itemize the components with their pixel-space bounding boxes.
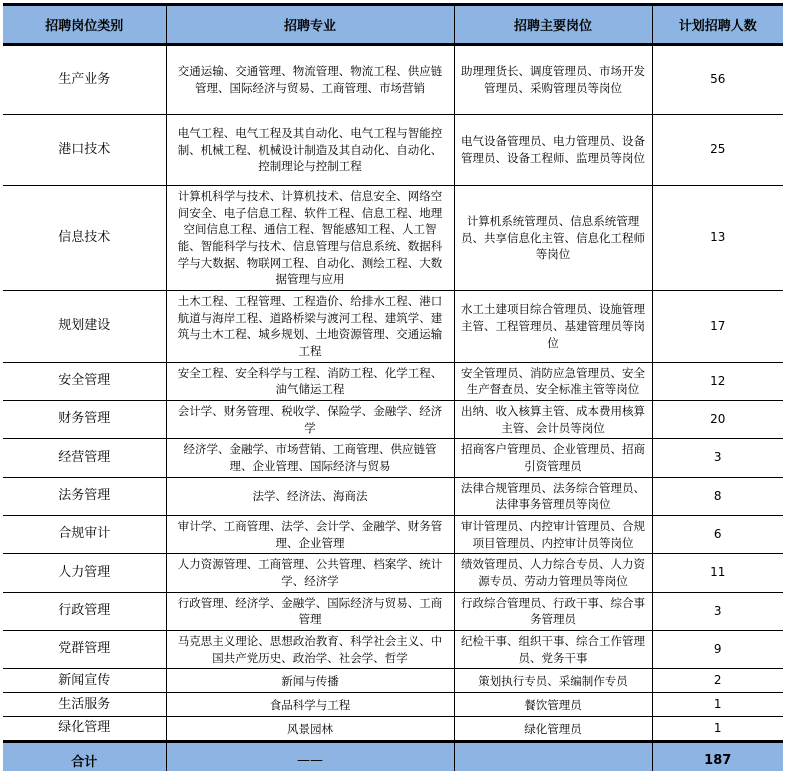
table-row xyxy=(3,669,783,693)
cell-category: 合规审计 xyxy=(3,516,166,554)
cell-count: 12 xyxy=(652,362,783,400)
cell-category: 人力管理 xyxy=(3,554,166,592)
cell-count: 8 xyxy=(652,477,783,515)
cell-majors: 新闻与传播 xyxy=(166,669,454,693)
header-count: 计划招聘人数 xyxy=(652,5,783,45)
cell-positions: 招商客户管理员、企业管理员、招商引资管理员 xyxy=(454,439,652,477)
cell-positions: 纪检干事、组织干事、综合工作管理员、党务干事 xyxy=(454,631,652,669)
cell-majors: 会计学、财务管理、税收学、保险学、金融学、经济学 xyxy=(166,401,454,439)
cell-positions: 绿化管理员 xyxy=(454,717,652,742)
cell-positions: 电气设备管理员、电力管理员、设备管理员、设备工程师、监理员等岗位 xyxy=(454,115,652,186)
table-row xyxy=(3,631,783,669)
cell-count: 9 xyxy=(652,631,783,669)
cell-count: 3 xyxy=(652,439,783,477)
header-positions: 招聘主要岗位 xyxy=(454,5,652,45)
table-row xyxy=(3,477,783,515)
table-row xyxy=(3,592,783,630)
cell-category: 绿化管理 xyxy=(3,717,166,742)
cell-category: 生活服务 xyxy=(3,693,166,717)
cell-count: 56 xyxy=(652,45,783,115)
cell-positions: 计算机系统管理员、信息系统管理员、共享信息化主管、信息化工程师等岗位 xyxy=(454,186,652,291)
cell-positions: 策划执行专员、采编制作专员 xyxy=(454,669,652,693)
table-row xyxy=(3,516,783,554)
cell-positions: 绩效管理员、人力综合专员、人力资源专员、劳动力管理员等岗位 xyxy=(454,554,652,592)
cell-majors: 食品科学与工程 xyxy=(166,693,454,717)
cell-majors: 风景园林 xyxy=(166,717,454,742)
cell-count: 1 xyxy=(652,693,783,717)
total-majors: —— xyxy=(166,742,454,771)
table-row xyxy=(3,554,783,592)
header-category: 招聘岗位类别 xyxy=(3,5,166,45)
cell-category: 法务管理 xyxy=(3,477,166,515)
cell-majors: 安全工程、安全科学与工程、消防工程、化学工程、油气储运工程 xyxy=(166,362,454,400)
cell-category: 党群管理 xyxy=(3,631,166,669)
cell-category: 规划建设 xyxy=(3,291,166,363)
cell-count: 20 xyxy=(652,401,783,439)
cell-majors: 行政管理、经济学、金融学、国际经济与贸易、工商管理 xyxy=(166,592,454,630)
cell-majors: 人力资源管理、工商管理、公共管理、档案学、统计学、经济学 xyxy=(166,554,454,592)
cell-category: 经营管理 xyxy=(3,439,166,477)
cell-count: 3 xyxy=(652,592,783,630)
cell-category: 财务管理 xyxy=(3,401,166,439)
table-row xyxy=(3,362,783,400)
cell-positions: 行政综合管理员、行政干事、综合事务管理员 xyxy=(454,592,652,630)
cell-majors: 电气工程、电气工程及其自动化、电气工程与智能控制、机械工程、机械设计制造及其自动化、自动化、控制理论与控制工程 xyxy=(166,115,454,186)
cell-category: 生产业务 xyxy=(58,71,111,87)
table-row xyxy=(3,115,783,186)
recruitment-table xyxy=(3,3,783,771)
cell-positions: 出纳、收入核算主管、成本费用核算主管、会计员等岗位 xyxy=(454,401,652,439)
cell-count: 17 xyxy=(652,291,783,363)
cell-positions: 安全管理员、消防应急管理员、安全生产督查员、安全标准主管等岗位 xyxy=(454,362,652,400)
cell-majors: 土木工程、工程管理、工程造价、给排水工程、港口航道与海岸工程、道路桥梁与渡河工程、建筑学、建筑与土木工程、城乡规划、土地资源管理、交通运输工程 xyxy=(166,291,454,363)
cell-category: 信息技术 xyxy=(3,186,166,291)
header-row xyxy=(3,5,783,45)
table-row xyxy=(3,693,783,717)
cell-count: 6 xyxy=(652,516,783,554)
cell-majors: 计算机科学与技术、计算机技术、信息安全、网络空间安全、电子信息工程、软件工程、信息工程、地理空间信息工程、通信工程、智能感知工程、人工智能、智能科学与技术、信息管理与信息系统、数据科学与大数据、物联网工程、自动化、测绘工程、大数据管理与应用 xyxy=(166,186,454,291)
total-row xyxy=(3,742,783,771)
cell-category: 安全管理 xyxy=(3,362,166,400)
cell-majors: 马克思主义理论、思想政治教育、科学社会主义、中国共产党历史、政治学、社会学、哲学 xyxy=(166,631,454,669)
cell-majors: 法学、经济法、海商法 xyxy=(166,477,454,515)
cell-category: 新闻宣传 xyxy=(3,669,166,693)
cell-majors: 交通运输、交通管理、物流管理、物流工程、供应链管理、国际经济与贸易、工商管理、市场营销 xyxy=(166,45,454,115)
table-body xyxy=(3,45,783,742)
cell-count: 11 xyxy=(652,554,783,592)
cell-positions: 餐饮管理员 xyxy=(454,693,652,717)
table-row xyxy=(3,717,783,742)
total-count: 187 xyxy=(652,742,783,771)
cell-count: 13 xyxy=(652,186,783,291)
cell-count: 2 xyxy=(652,669,783,693)
cell-count: 25 xyxy=(652,115,783,186)
table-row xyxy=(3,45,783,115)
table-row xyxy=(3,291,783,363)
table-row xyxy=(3,401,783,439)
cell-majors: 审计学、工商管理、法学、会计学、金融学、财务管理、企业管理 xyxy=(166,516,454,554)
table-row xyxy=(3,439,783,477)
cell-majors: 经济学、金融学、市场营销、工商管理、供应链管理、企业管理、国际经济与贸易 xyxy=(166,439,454,477)
cell-positions: 助理理货长、调度管理员、市场开发管理员、采购管理员等岗位 xyxy=(454,45,652,115)
cell-positions: 法律合规管理员、法务综合管理员、法律事务管理员等岗位 xyxy=(454,477,652,515)
cell-positions: 水工土建项目综合管理员、设施管理主管、工程管理员、基建管理员等岗位 xyxy=(454,291,652,363)
total-label: 合计 xyxy=(3,742,166,771)
table-row xyxy=(3,186,783,291)
table-footer xyxy=(3,742,783,771)
total-positions xyxy=(454,742,652,771)
header-majors: 招聘专业 xyxy=(166,5,454,45)
table-header xyxy=(3,5,783,45)
cell-positions: 审计管理员、内控审计管理员、合规项目管理员、内控审计员等岗位 xyxy=(454,516,652,554)
cell-category: 行政管理 xyxy=(3,592,166,630)
cell-category: 港口技术 xyxy=(3,115,166,186)
cell-count: 1 xyxy=(652,717,783,742)
